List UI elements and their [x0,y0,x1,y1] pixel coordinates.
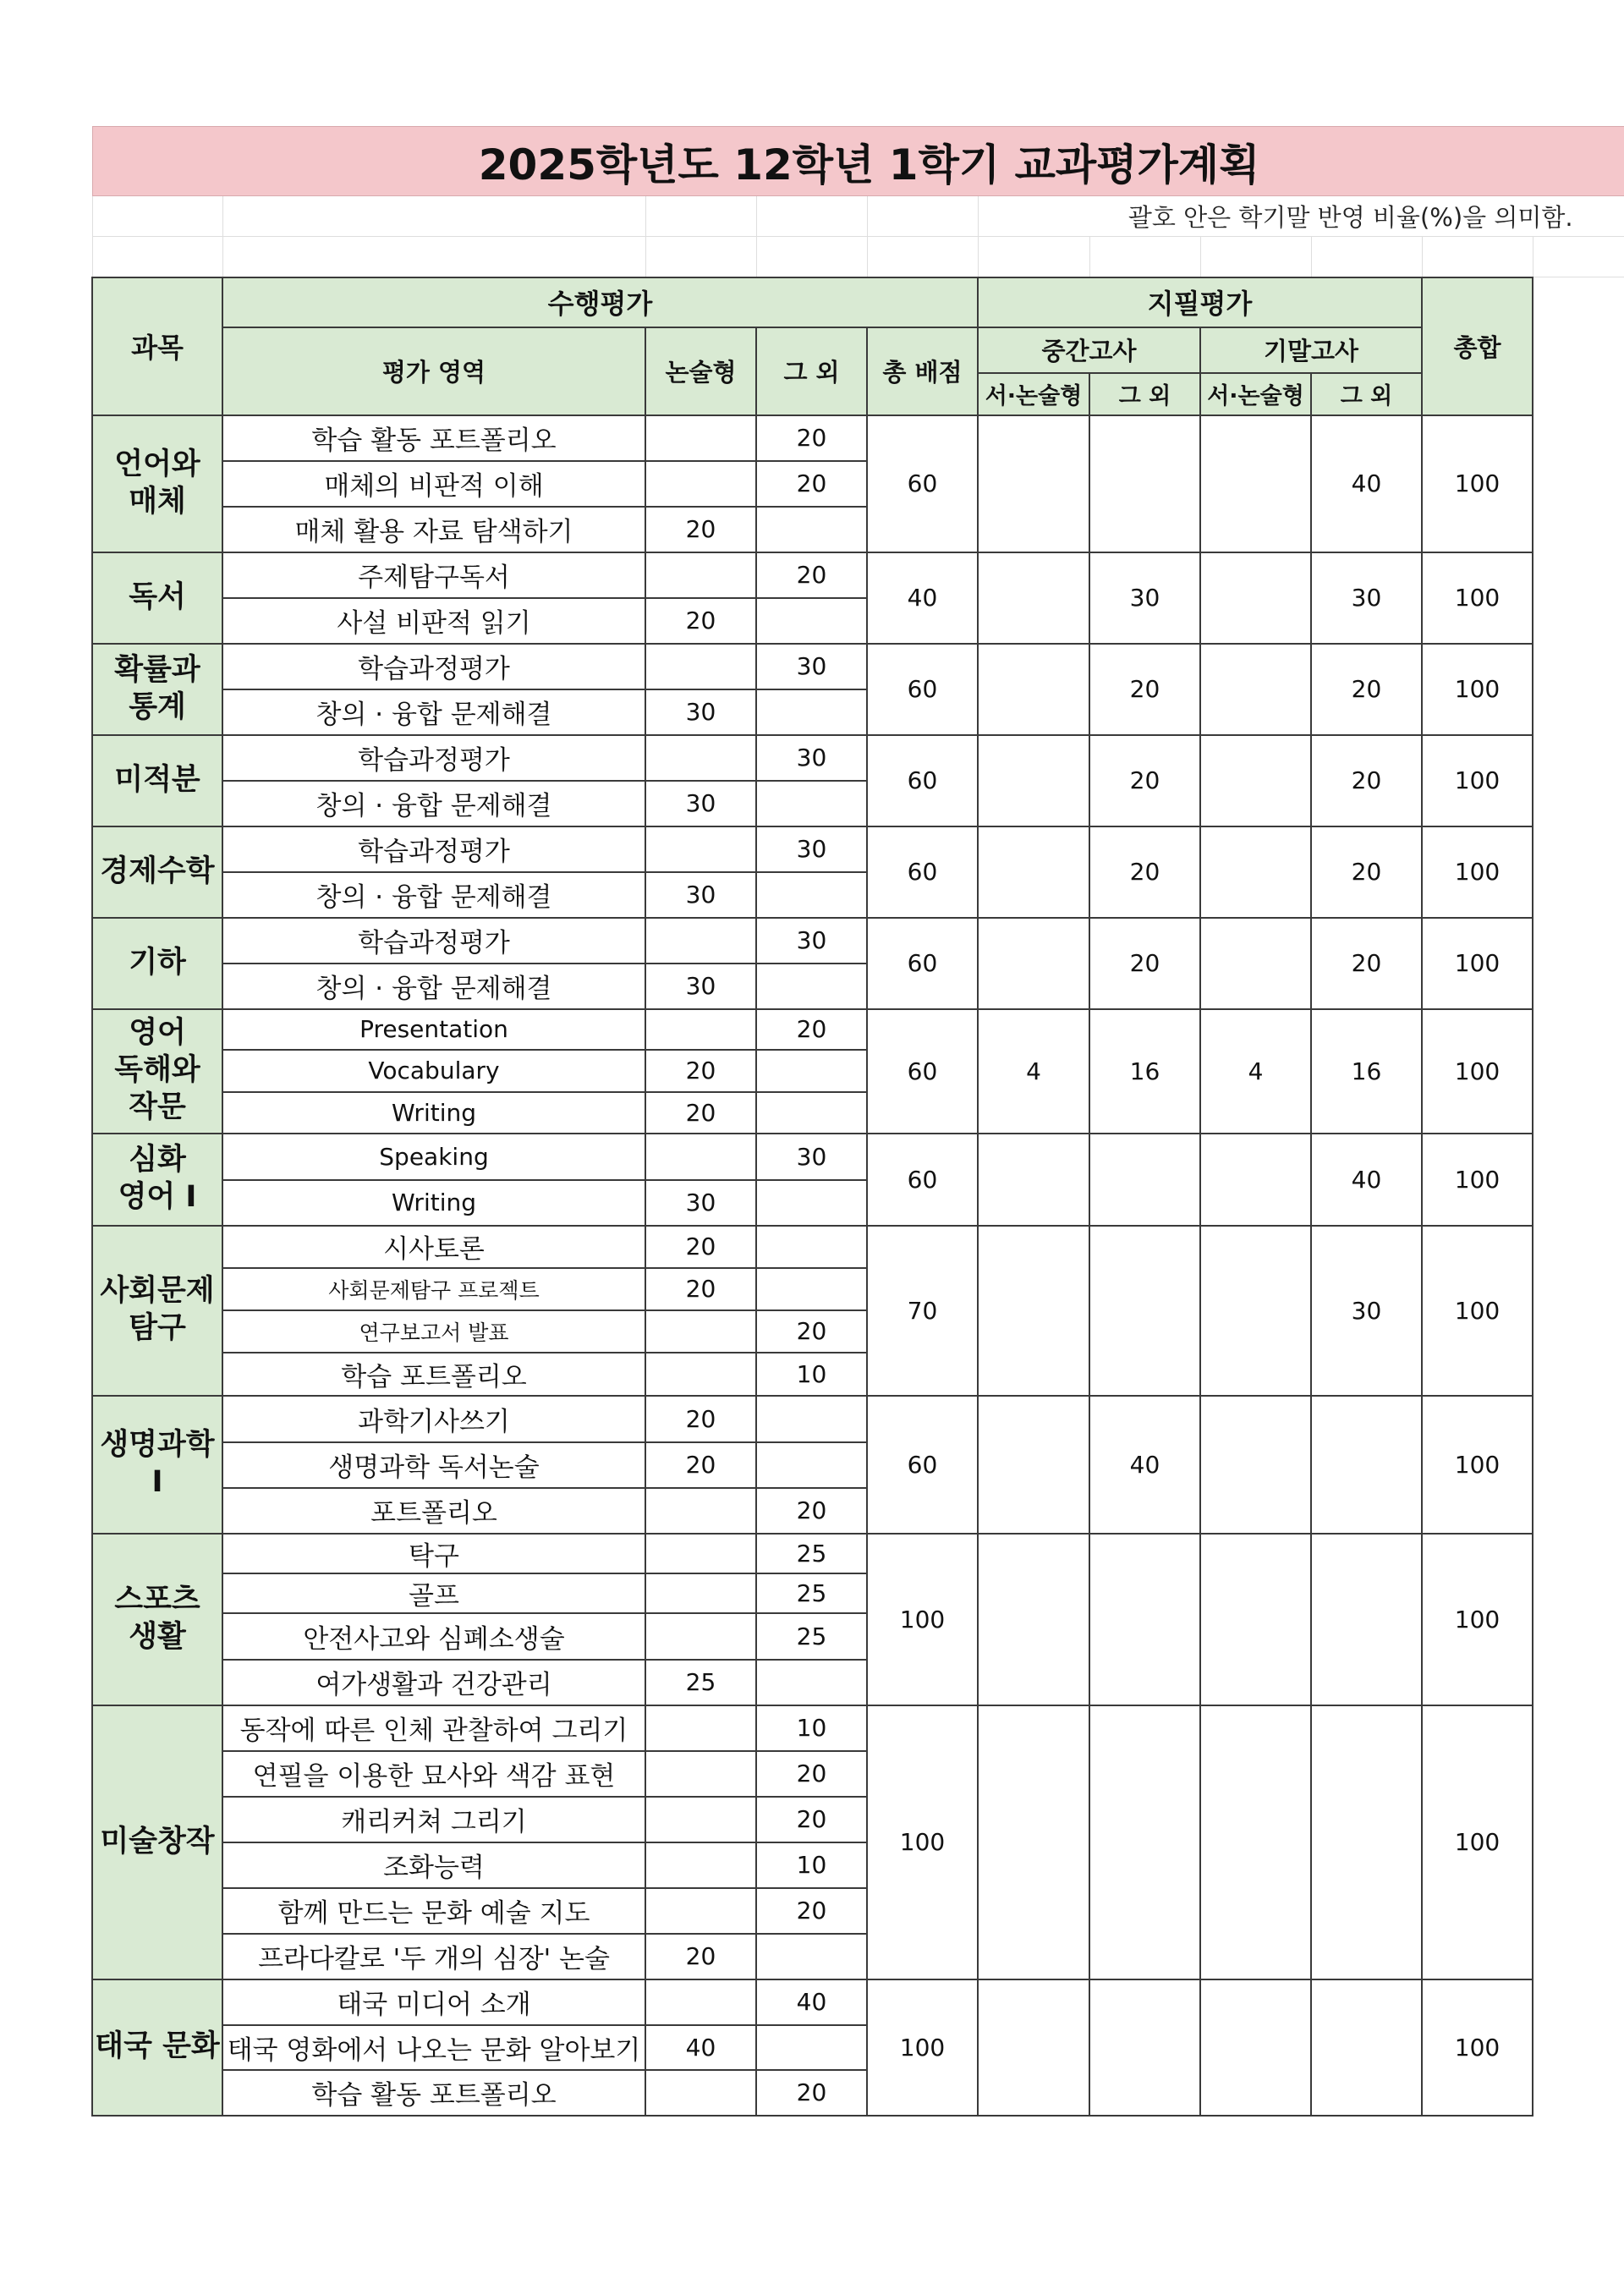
essay-cell: 30 [645,689,756,735]
other-cell [756,781,867,826]
other-cell: 20 [756,2070,867,2116]
mid-essay-cell [978,1396,1089,1534]
other-cell: 20 [756,415,867,461]
other-cell: 10 [756,1842,867,1888]
table-row [92,1226,1624,1268]
essay-cell [645,1573,756,1613]
mid-other-cell [1089,415,1200,552]
total-points-cell: 100 [867,1534,978,1705]
total-points-cell: 70 [867,1226,978,1396]
other-cell [756,1396,867,1442]
fin-other-cell [1311,1979,1422,2116]
other-cell: 20 [756,1310,867,1353]
other-cell: 20 [756,1797,867,1842]
other-cell [756,1050,867,1092]
area-cell: 창의 · 융합 문제해결 [222,872,645,918]
mid-other-cell: 20 [1089,644,1200,735]
other-cell: 40 [756,1979,867,2025]
fin-other-cell: 16 [1311,1009,1422,1134]
table-row [92,1979,1624,2025]
other-cell: 20 [756,552,867,598]
fin-essay-cell [1200,826,1311,918]
essay-cell: 30 [645,781,756,826]
fin-essay-header: 서·논술형 [1200,373,1311,415]
fin-other-cell: 20 [1311,826,1422,918]
total-points-cell: 60 [867,1009,978,1134]
mid-other-cell [1089,1226,1200,1396]
subject-name: 확률과 통계 [92,644,222,735]
grand-total-cell: 100 [1422,1009,1533,1134]
fin-other-cell [1311,1705,1422,1979]
grand-total-cell: 100 [1422,1705,1533,1979]
mid-other-cell: 20 [1089,918,1200,1009]
header-row-1 [92,277,1624,327]
other-cell [756,1180,867,1226]
page-title: 2025학년도 12학년 1학기 교과평가계획 [92,127,1624,196]
essay-cell: 20 [645,598,756,644]
essay-cell: 20 [645,1092,756,1134]
essay-cell [645,1009,756,1050]
mid-essay-cell [978,1226,1089,1396]
fin-other-cell: 30 [1311,552,1422,644]
mid-other-cell [1089,1134,1200,1226]
grand-total-cell: 100 [1422,918,1533,1009]
total-points-cell: 60 [867,918,978,1009]
area-cell: 학습과정평가 [222,918,645,964]
other-cell [756,1226,867,1268]
area-cell: Writing [222,1180,645,1226]
area-cell: 여가생활과 건강관리 [222,1660,645,1705]
subject-name: 스포츠 생활 [92,1534,222,1705]
subject-name: 태국 문화 [92,1979,222,2116]
final-header: 기말고사 [1200,327,1422,373]
grand-total-cell: 100 [1422,826,1533,918]
subject-name: 미술창작 [92,1705,222,1979]
grand-total-cell: 100 [1422,644,1533,735]
area-cell: Writing [222,1092,645,1134]
table-row [92,1705,1624,1751]
other-cell: 25 [756,1573,867,1613]
fin-other-cell: 30 [1311,1226,1422,1396]
essay-cell [645,1751,756,1797]
table-row [92,1396,1624,1442]
other-cell: 10 [756,1705,867,1751]
blank-row [92,237,1624,277]
mid-other-cell: 20 [1089,735,1200,826]
total-points-cell: 60 [867,1396,978,1534]
subject-name: 생명과학 I [92,1396,222,1534]
other-cell [756,872,867,918]
essay-cell: 20 [645,1934,756,1979]
other-cell: 30 [756,918,867,964]
other-cell: 30 [756,735,867,781]
other-cell [756,1934,867,1979]
total-points-cell: 60 [867,1134,978,1226]
subject-header: 과목 [92,277,222,415]
fin-other-cell [1311,1396,1422,1534]
mid-essay-cell [978,1705,1089,1979]
essay-cell: 20 [645,1268,756,1310]
area-cell: 사설 비판적 읽기 [222,598,645,644]
table-row [92,1134,1624,1180]
area-cell: 함께 만드는 문화 예술 지도 [222,1888,645,1934]
mid-essay-cell [978,826,1089,918]
mid-essay-cell [978,918,1089,1009]
other-cell: 30 [756,826,867,872]
title-row [92,127,1624,196]
area-cell: 학습 활동 포트폴리오 [222,415,645,461]
other-cell: 20 [756,1488,867,1534]
evaluation-plan-sheet [91,126,1573,2117]
fin-essay-cell [1200,918,1311,1009]
mid-essay-cell [978,1979,1089,2116]
grand-total-cell: 100 [1422,1979,1533,2116]
essay-cell [645,1134,756,1180]
essay-cell: 25 [645,1660,756,1705]
area-cell: 학습 활동 포트폴리오 [222,2070,645,2116]
fin-essay-cell [1200,735,1311,826]
table-row [92,918,1624,964]
essay-cell: 20 [645,1396,756,1442]
fin-essay-cell [1200,1534,1311,1705]
mid-essay-cell [978,552,1089,644]
mid-essay-cell [978,735,1089,826]
table-row [92,552,1624,598]
fin-other-cell: 40 [1311,415,1422,552]
ratio-note: 괄호 안은 학기말 반영 비율(%)을 의미함. [978,196,1624,237]
total-points-header: 총 배점 [867,327,978,415]
total-points-cell: 40 [867,552,978,644]
fin-essay-cell [1200,1226,1311,1396]
fin-essay-cell [1200,552,1311,644]
other-cell: 20 [756,461,867,507]
mid-essay-cell [978,1134,1089,1226]
area-cell: 동작에 따른 인체 관찰하여 그리기 [222,1705,645,1751]
essay-cell: 20 [645,1050,756,1092]
essay-cell [645,735,756,781]
other-cell [756,689,867,735]
area-cell: 창의 · 융합 문제해결 [222,689,645,735]
essay-header: 논술형 [645,327,756,415]
midterm-header: 중간고사 [978,327,1200,373]
essay-cell [645,644,756,689]
grand-total-cell: 100 [1422,415,1533,552]
area-cell: 태국 영화에서 나오는 문화 알아보기 [222,2025,645,2070]
other-cell [756,598,867,644]
total-points-cell: 100 [867,1979,978,2116]
area-cell: 태국 미디어 소개 [222,1979,645,2025]
written-exam-header: 지필평가 [978,277,1422,327]
fin-essay-cell [1200,1979,1311,2116]
area-cell: 주제탐구독서 [222,552,645,598]
essay-cell: 30 [645,872,756,918]
mid-essay-cell: 4 [978,1009,1089,1134]
area-cell: Presentation [222,1009,645,1050]
table-row [92,415,1624,461]
total-points-cell: 60 [867,415,978,552]
area-cell: 연구보고서 발표 [222,1310,645,1353]
other-cell: 20 [756,1009,867,1050]
fin-essay-cell [1200,415,1311,552]
other-header: 그 외 [756,327,867,415]
other-cell [756,507,867,552]
other-cell: 20 [756,1888,867,1934]
essay-cell: 20 [645,1442,756,1488]
total-points-cell: 60 [867,826,978,918]
grand-total-cell: 100 [1422,1226,1533,1396]
area-cell: 탁구 [222,1534,645,1573]
grand-total-cell: 100 [1422,552,1533,644]
table-row [92,735,1624,781]
essay-cell [645,1888,756,1934]
essay-cell [645,1534,756,1573]
grand-total-cell: 100 [1422,735,1533,826]
essay-cell [645,1310,756,1353]
fin-other-cell: 20 [1311,735,1422,826]
fin-other-cell [1311,1534,1422,1705]
area-cell: 매체 활용 자료 탐색하기 [222,507,645,552]
other-cell: 25 [756,1613,867,1660]
fin-essay-cell: 4 [1200,1009,1311,1134]
area-cell: 매체의 비판적 이해 [222,461,645,507]
essay-cell [645,1797,756,1842]
essay-cell [645,1488,756,1534]
area-cell: 생명과학 독서논술 [222,1442,645,1488]
subject-name: 기하 [92,918,222,1009]
area-cell: 과학기사쓰기 [222,1396,645,1442]
essay-cell [645,461,756,507]
area-cell: 골프 [222,1573,645,1613]
table-row [92,1009,1624,1050]
essay-cell: 30 [645,964,756,1009]
area-cell: 학습 포트폴리오 [222,1353,645,1396]
mid-other-cell: 30 [1089,552,1200,644]
fin-essay-cell [1200,644,1311,735]
area-header: 평가 영역 [222,327,645,415]
essay-cell [645,826,756,872]
area-cell: 학습과정평가 [222,826,645,872]
essay-cell [645,415,756,461]
essay-cell: 20 [645,1226,756,1268]
subject-name: 심화 영어 I [92,1134,222,1226]
table-row [92,1534,1624,1573]
mid-other-cell [1089,1705,1200,1979]
mid-essay-header: 서·논술형 [978,373,1089,415]
area-cell: 안전사고와 심폐소생술 [222,1613,645,1660]
essay-cell: 30 [645,1180,756,1226]
fin-other-header: 그 외 [1311,373,1422,415]
other-cell [756,1442,867,1488]
area-cell: 포트폴리오 [222,1488,645,1534]
essay-cell [645,1613,756,1660]
area-cell: 창의 · 융합 문제해결 [222,781,645,826]
other-cell: 20 [756,1751,867,1797]
other-cell: 25 [756,1534,867,1573]
essay-cell [645,1705,756,1751]
table-row [92,826,1624,872]
fin-other-cell: 40 [1311,1134,1422,1226]
area-cell: 사회문제탐구 프로젝트 [222,1268,645,1310]
evaluation-plan-table [91,126,1624,2117]
mid-other-header: 그 외 [1089,373,1200,415]
mid-essay-cell [978,1534,1089,1705]
subject-name: 미적분 [92,735,222,826]
essay-cell [645,1842,756,1888]
area-cell: 연필을 이용한 묘사와 색감 표현 [222,1751,645,1797]
essay-cell [645,1353,756,1396]
fin-other-cell: 20 [1311,644,1422,735]
essay-cell: 40 [645,2025,756,2070]
mid-other-cell: 20 [1089,826,1200,918]
grand-total-header: 총합 [1422,277,1533,415]
subject-name: 영어 독해와 작문 [92,1009,222,1134]
area-cell: 조화능력 [222,1842,645,1888]
mid-other-cell [1089,1534,1200,1705]
other-cell [756,1660,867,1705]
fin-other-cell: 20 [1311,918,1422,1009]
fin-essay-cell [1200,1705,1311,1979]
area-cell: 학습과정평가 [222,735,645,781]
grand-total-cell: 100 [1422,1134,1533,1226]
area-cell: 시사토론 [222,1226,645,1268]
mid-other-cell [1089,1979,1200,2116]
essay-cell [645,918,756,964]
total-points-cell: 60 [867,644,978,735]
other-cell [756,964,867,1009]
other-cell: 10 [756,1353,867,1396]
note-row [92,196,1624,237]
mid-essay-cell [978,415,1089,552]
area-cell: Speaking [222,1134,645,1180]
area-cell: 창의 · 융합 문제해결 [222,964,645,1009]
other-cell [756,1092,867,1134]
grand-total-cell: 100 [1422,1534,1533,1705]
total-points-cell: 100 [867,1705,978,1979]
area-cell: 캐리커쳐 그리기 [222,1797,645,1842]
mid-other-cell: 16 [1089,1009,1200,1134]
essay-cell: 20 [645,507,756,552]
subject-name: 경제수학 [92,826,222,918]
mid-other-cell: 40 [1089,1396,1200,1534]
area-cell: 학습과정평가 [222,644,645,689]
essay-cell [645,2070,756,2116]
subject-name: 독서 [92,552,222,644]
area-cell: 프라다칼로 '두 개의 심장' 논술 [222,1934,645,1979]
subject-name: 사회문제 탐구 [92,1226,222,1396]
header-row-2 [92,327,1624,373]
essay-cell [645,552,756,598]
other-cell: 30 [756,1134,867,1180]
fin-essay-cell [1200,1134,1311,1226]
total-points-cell: 60 [867,735,978,826]
essay-cell [645,1979,756,2025]
performance-header: 수행평가 [222,277,978,327]
other-cell [756,2025,867,2070]
area-cell: Vocabulary [222,1050,645,1092]
subject-name: 언어와 매체 [92,415,222,552]
mid-essay-cell [978,644,1089,735]
fin-essay-cell [1200,1396,1311,1534]
grand-total-cell: 100 [1422,1396,1533,1534]
other-cell: 30 [756,644,867,689]
table-row [92,644,1624,689]
other-cell [756,1268,867,1310]
